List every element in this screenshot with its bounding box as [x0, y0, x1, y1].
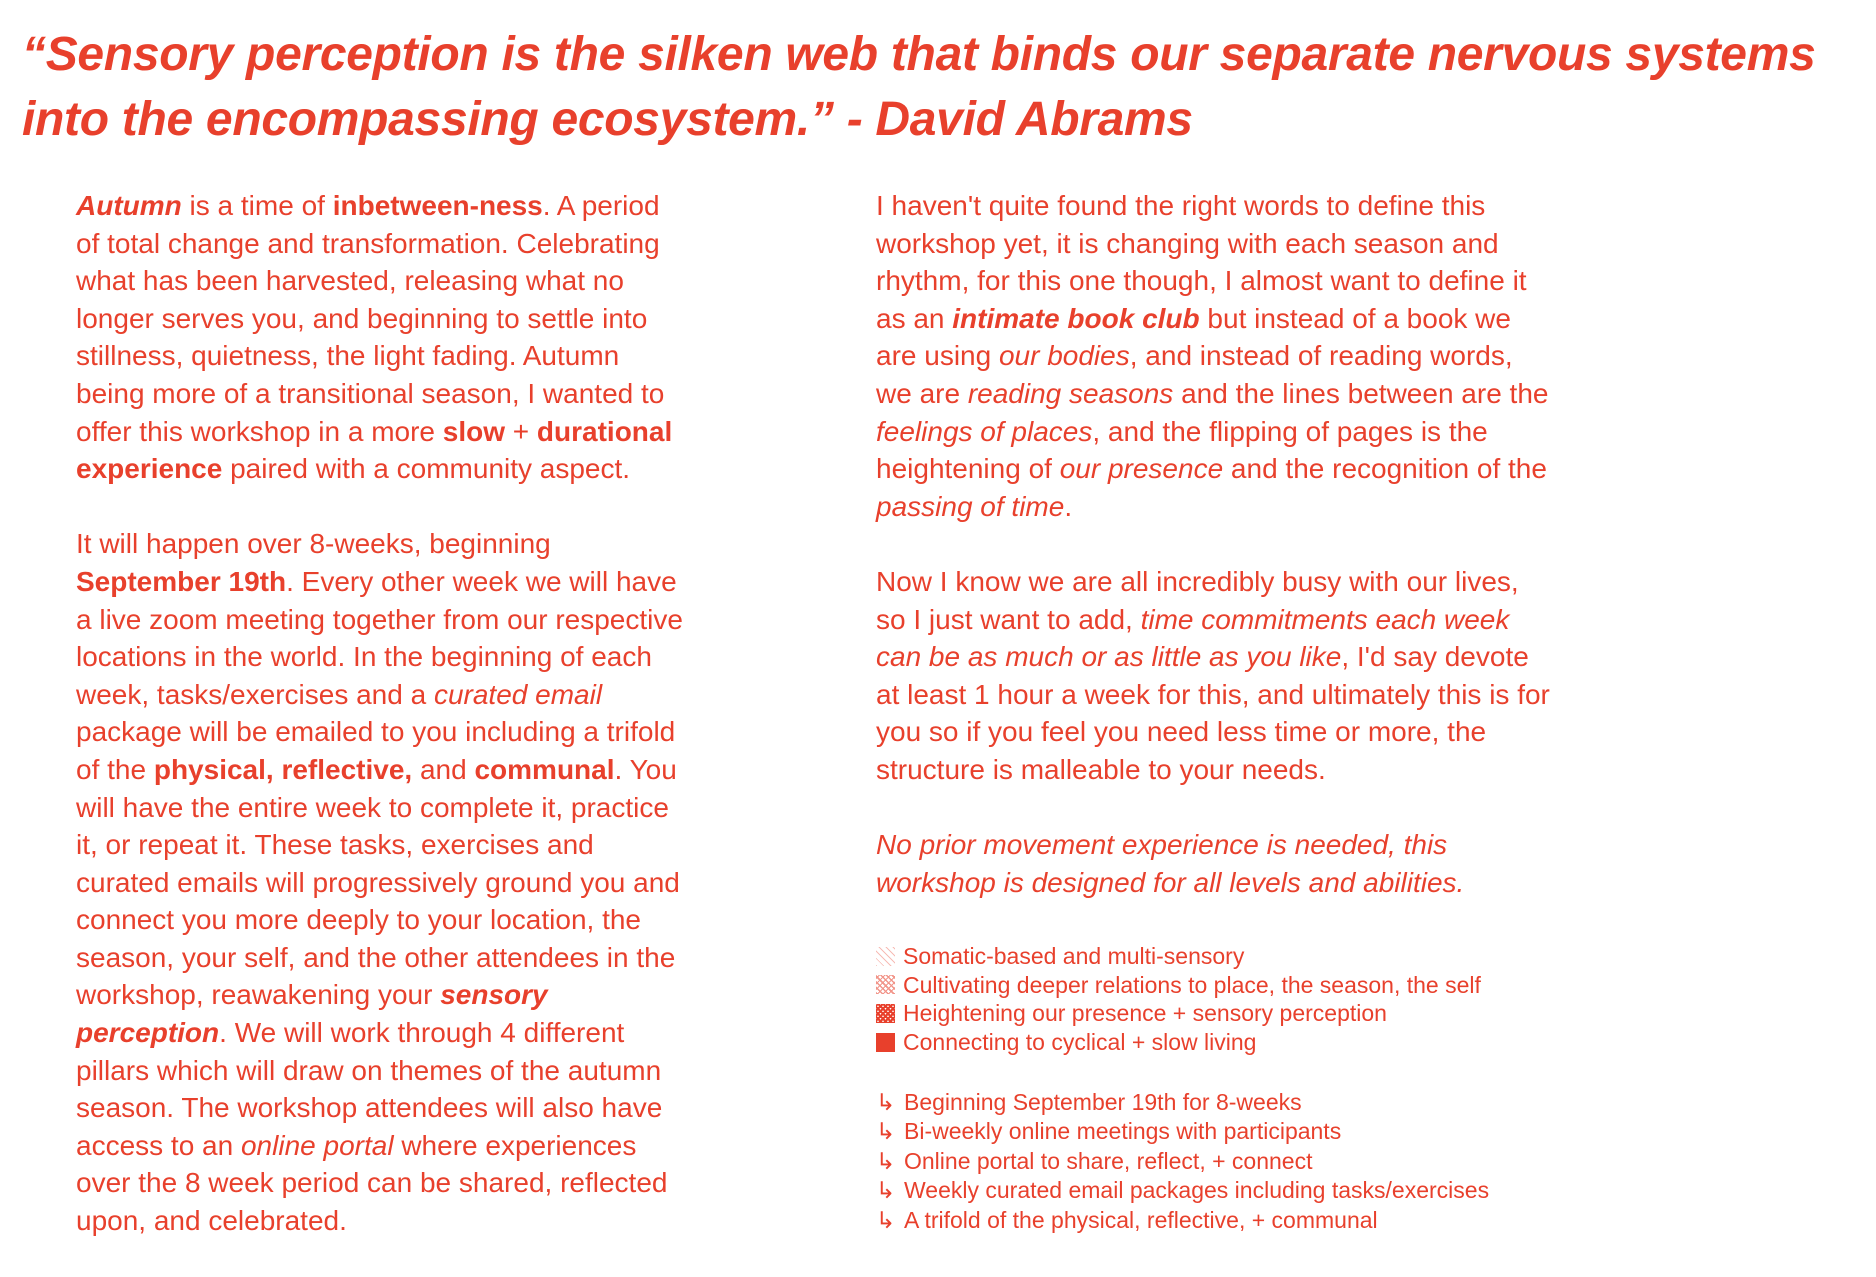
body-text: I haven't quite found the right words to define this workshop yet, it is changing with each season and rhythm, for this one though, I almost want to define it as an: [876, 190, 1527, 334]
detail-label: Online portal to share, reflect, + connect: [904, 1147, 1313, 1174]
feature-item: [876, 942, 1481, 971]
feature-item: [876, 971, 1481, 1000]
detail-item: [876, 1117, 1489, 1146]
emphasis-text: intimate book club: [952, 302, 1200, 334]
emphasis-text: online portal: [240, 1129, 394, 1161]
emphasis-text: our presence: [1059, 453, 1224, 485]
emphasis-text: sensory perception: [76, 979, 548, 1049]
definition-paragraph: [876, 187, 1556, 525]
emphasis-text: physical, reflective,: [153, 753, 413, 785]
body-text: , and the flipping of pages is the heightening of: [876, 415, 1488, 485]
feature-list: [876, 942, 1481, 1056]
emphasis-text: September 19th: [76, 565, 287, 597]
detail-item: [876, 1176, 1489, 1205]
pattern-swatch-icon: [876, 1004, 895, 1023]
body-text: , I'd say devote at least 1 hour a week for this, and ultimately this is for you so if you feel you need less time or more, the structure is malleable to your needs.: [876, 641, 1550, 785]
emphasis-text: slow: [442, 415, 505, 447]
feature-label: Cultivating deeper relations to place, the season, the self: [903, 971, 1481, 998]
emphasis-text: inbetween-ness: [332, 190, 543, 221]
detail-label: Weekly curated email packages including tasks/exercises: [904, 1177, 1490, 1204]
body-text: package will be emailed to you including a trifold of the: [76, 716, 676, 785]
body-text: . A period of total change and transformation. Celebrating what has been harvested, releasing what no longer serves you, and beginning to settle into stillness, quietness, the light fading. Autumn being more of a transitional season, I wanted to offer this workshop in a more: [76, 190, 665, 447]
body-text: . Every other week we will have a live zoom meeting together from our respective locations in the world. In the beginning of each week, tasks/exercises and a: [76, 565, 683, 710]
pattern-swatch-icon: [876, 947, 895, 966]
emphasis-text: communal: [474, 753, 615, 785]
feature-item: [876, 999, 1481, 1028]
pattern-swatch-icon: [876, 975, 895, 994]
body-text: and the recognition of the: [1223, 453, 1547, 485]
arrow-return-icon: ↳: [876, 1147, 896, 1174]
details-list: [876, 1088, 1489, 1235]
emphasis-text: durational experience: [76, 415, 673, 485]
body-text: , and instead of reading words, we are: [876, 340, 1513, 409]
emphasis-text: feelings of places: [876, 415, 1093, 447]
body-text: but instead of a book we are using: [876, 302, 1511, 372]
body-text: and the lines between are the: [1173, 377, 1549, 409]
detail-item: [876, 1088, 1489, 1117]
feature-label: Heightening our presence + sensory perception: [903, 1000, 1387, 1027]
detail-label: A trifold of the physical, reflective, + communal: [904, 1206, 1378, 1233]
arrow-return-icon: ↳: [876, 1118, 896, 1145]
detail-item: [876, 1147, 1489, 1176]
body-text: +: [505, 415, 537, 447]
left-column: [76, 187, 686, 1277]
emphasis-text: curated email: [433, 678, 603, 710]
detail-label: Bi-weekly online meetings with participants: [904, 1118, 1342, 1145]
body-text: paired with a community aspect.: [222, 453, 631, 485]
emphasis-text: our bodies: [998, 340, 1130, 372]
detail-label: Beginning September 19th for 8-weeks: [904, 1089, 1302, 1115]
emphasis-text: time commitments each week can be as much or as little as you like: [876, 603, 1510, 673]
feature-label: Connecting to cyclical + slow living: [903, 1028, 1257, 1055]
feature-item: [876, 1028, 1481, 1057]
emphasis-text: No prior movement experience is needed, this workshop is designed for all levels and abilities.: [876, 829, 1465, 898]
arrow-return-icon: ↳: [876, 1206, 896, 1233]
body-text: .: [1064, 490, 1073, 522]
arrow-return-icon: ↳: [876, 1177, 896, 1204]
feature-label: Somatic-based and multi-sensory: [903, 943, 1245, 969]
detail-item: [876, 1206, 1489, 1235]
page-quote: “Sensory perception is the silken web that binds our separate nervous systems into the encompassing ecosystem.” - David Abrams: [22, 28, 1816, 146]
experience-note-paragraph: [876, 826, 1556, 901]
emphasis-text: passing of time: [876, 490, 1065, 522]
body-text: and: [412, 753, 475, 785]
body-text: . We will work through 4 different pillars which will draw on themes of the autumn season. The workshop attendees will also have access to an: [76, 1017, 663, 1161]
emphasis-text: reading seasons: [967, 377, 1174, 409]
pattern-swatch-icon: [876, 1033, 895, 1052]
schedule-paragraph: [76, 525, 686, 1239]
body-text: where experiences over the 8 week period can be shared, reflected upon, and celebrated.: [76, 1129, 668, 1237]
body-text: is a time of: [181, 190, 333, 221]
emphasis-text: Autumn: [76, 190, 182, 221]
time-commitment-paragraph: [876, 563, 1556, 789]
body-text: Now I know we are all incredibly busy with our lives, so I just want to add,: [876, 565, 1519, 635]
body-text: . You will have the entire week to complete it, practice it, or repeat it. These tasks, exercises and curated emails will progressively ground you and connect you more deeply to your location, the season, your self, and the other attendees in the workshop, reawakening your: [76, 753, 680, 1011]
intro-paragraph: [76, 187, 686, 488]
right-column: [876, 187, 1556, 939]
arrow-return-icon: ↳: [876, 1089, 896, 1115]
body-text: It will happen over 8-weeks, beginning: [76, 528, 551, 560]
